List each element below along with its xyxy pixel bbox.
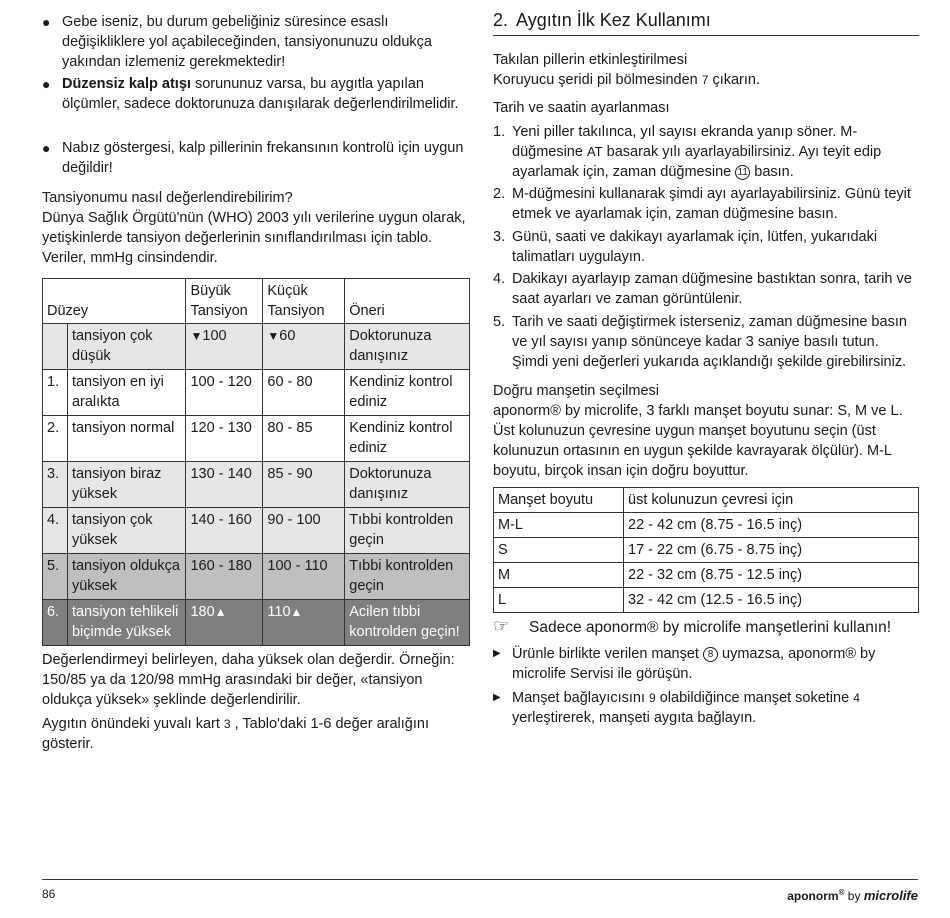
batteries-text-a: Koruyucu şeridi pil bölmesinden bbox=[493, 72, 702, 88]
batteries-text-b: çıkarın. bbox=[708, 72, 761, 88]
row-systolic: 160 - 180 bbox=[186, 554, 263, 600]
page-number: 86 bbox=[42, 887, 56, 901]
tip-text bbox=[512, 644, 919, 684]
tip-text-c: yerleştirerek, manşeti aygıta bağlayın. bbox=[512, 710, 757, 726]
down-arrow-icon: ▼ bbox=[190, 329, 203, 343]
row-diastolic: 90 - 100 bbox=[263, 508, 345, 554]
step-number: 5. bbox=[493, 314, 506, 330]
cuff-size: M bbox=[494, 563, 624, 588]
row-level: tansiyon tehlikeli biçimde yüksek bbox=[67, 600, 186, 646]
row-level: tansiyon normal bbox=[67, 416, 186, 462]
table-row bbox=[43, 416, 470, 462]
batteries-text bbox=[493, 70, 919, 90]
row-systolic: 140 - 160 bbox=[186, 508, 263, 554]
table-row bbox=[494, 538, 919, 563]
bullet-dot: ● bbox=[42, 14, 51, 30]
cuff-note bbox=[493, 616, 919, 638]
row-diastolic bbox=[263, 324, 345, 370]
row-advice: Tıbbi kontrolden geçin bbox=[345, 508, 470, 554]
cuff-size: S bbox=[494, 538, 624, 563]
row-systolic: 120 - 130 bbox=[186, 416, 263, 462]
row-systolic: 130 - 140 bbox=[186, 462, 263, 508]
row-diastolic bbox=[263, 600, 345, 646]
socket-ref: 4 bbox=[853, 691, 860, 705]
bullet-dot: ● bbox=[42, 140, 51, 156]
row-advice: Tıbbi kontrolden geçin bbox=[345, 554, 470, 600]
table-row bbox=[494, 563, 919, 588]
bullet-item-pulse bbox=[42, 138, 470, 178]
bullet-item-pregnancy bbox=[42, 12, 470, 72]
row-diastolic-value: 110 bbox=[267, 604, 291, 620]
brand-reg: ® bbox=[838, 888, 845, 897]
row-advice: Doktorunuza danışınız bbox=[345, 462, 470, 508]
step-number: 2. bbox=[493, 186, 506, 202]
step-item bbox=[493, 269, 919, 309]
bullet-text bbox=[62, 74, 470, 114]
header-systolic: Büyük Tansiyon bbox=[186, 279, 263, 324]
card-note-text: Aygıtın önündeki yuvalı kart bbox=[42, 716, 224, 732]
header-level: Düzey bbox=[43, 279, 186, 324]
section-body: Dünya Sağlık Örgütü'nün (WHO) 2003 yılı verilerine uygun olarak, yetişkinlerde tansiyon değerlerinin sınıflandırılması için tablo. Veriler, mmHg cinsindendir. bbox=[42, 210, 466, 266]
table-header-row bbox=[43, 279, 470, 324]
step-text: M-düğmesini kullanarak şimdi ayı ayarlayabilirsiniz. Günü teyit etmek ve ayarlamak için, zaman düğmesine basın. bbox=[512, 186, 911, 222]
batteries-ref: 7 bbox=[701, 73, 709, 87]
table-row bbox=[43, 554, 470, 600]
card-note-text-rest: , Tablo'daki 1-6 değer aralığını gösterir. bbox=[42, 716, 429, 752]
table-row bbox=[43, 462, 470, 508]
row-level: tansiyon çok düşük bbox=[67, 324, 186, 370]
table-row bbox=[43, 600, 470, 646]
up-arrow-icon: ▲ bbox=[290, 605, 303, 619]
row-num: 3. bbox=[43, 462, 68, 508]
up-arrow-icon: ▲ bbox=[214, 605, 227, 619]
tip-text-a: Ürünle birlikte verilen manşet bbox=[512, 646, 703, 662]
header-arm-circumference: üst kolunuzun çevresi için bbox=[624, 488, 919, 513]
bullet-dot: ● bbox=[42, 76, 51, 92]
tip-text-b: olabildiğince manşet soketine bbox=[655, 690, 854, 706]
card-ref: 3 bbox=[223, 717, 231, 731]
cuff-note-text: Sadece aponorm® by microlife manşetlerini kullanın! bbox=[529, 619, 892, 636]
step-text-c: basın. bbox=[750, 164, 794, 180]
table-header-row bbox=[494, 488, 919, 513]
step-text-b: basarak yılı ayarlayabilirsiniz. Ayı teyit edip ayarlamak için, zaman düğmesine bbox=[512, 144, 882, 180]
header-cuff-size: Manşet boyutu bbox=[494, 488, 624, 513]
step-text: Dakikayı ayarlayıp zaman düğmesine bastıktan sonra, tarih ve saat ayarları ve zaman görüntülenir. bbox=[512, 271, 912, 307]
connector-ref: 9 bbox=[649, 691, 656, 705]
evaluation-note: Değerlendirmeyi belirleyen, daha yüksek olan değerdir. Örneğin: 150/85 ya da 120/98 mmHg arasındaki bir değer, «tansiyon oldukça yüksek» şeklinde değerlendirilir. bbox=[42, 652, 455, 708]
batteries-title: Takılan pillerin etkinleştirilmesi bbox=[493, 52, 688, 68]
pointing-hand-icon: ☞ bbox=[493, 616, 510, 636]
brand-by: by bbox=[844, 889, 864, 903]
bold-term: Düzensiz kalp atışı bbox=[62, 76, 191, 92]
cuff-range: 32 - 42 cm (12.5 - 16.5 inç) bbox=[624, 588, 919, 613]
header-diastolic: Küçük Tansiyon bbox=[263, 279, 345, 324]
row-advice: Kendiniz kontrol ediniz bbox=[345, 416, 470, 462]
row-level: tansiyon en iyi aralıkta bbox=[67, 370, 186, 416]
step-number: 1. bbox=[493, 124, 506, 140]
table-row bbox=[43, 370, 470, 416]
triangle-right-icon: ▶ bbox=[493, 648, 501, 659]
bullet-text: Gebe iseniz, bu durum gebeliğiniz süresince esaslı değişikliklere yol açabileceğinden, tansiyonunuzu oldukça yakından izlemeniz gerekmektedir! bbox=[62, 14, 432, 70]
row-diastolic: 85 - 90 bbox=[263, 462, 345, 508]
header-advice: Öneri bbox=[345, 279, 470, 324]
tip-text-b: uymazsa, aponorm® by microlife Servisi ile görüşün. bbox=[512, 646, 876, 682]
row-systolic: 100 - 120 bbox=[186, 370, 263, 416]
section-heading: Aygıtın İlk Kez Kullanımı bbox=[516, 10, 711, 30]
step-ref: AT bbox=[586, 144, 603, 159]
row-advice: Doktorunuza danışınız bbox=[345, 324, 470, 370]
tip-text-a: Manşet bağlayıcısını bbox=[512, 690, 650, 706]
row-diastolic: 60 - 80 bbox=[263, 370, 345, 416]
step-text: Tarih ve saati değiştirmek isterseniz, zaman düğmesine basın ve yıl sayısı yanıp sönünceye kadar 3 saniye basılı tutun. Şimdi yeni değerleri yukarıda açıklandığı şekilde girebilirsiniz. bbox=[512, 314, 907, 370]
down-arrow-icon: ▼ bbox=[267, 329, 280, 343]
row-systolic bbox=[186, 324, 263, 370]
step-number: 4. bbox=[493, 271, 506, 287]
brand-microlife: microlife bbox=[863, 888, 918, 903]
row-diastolic: 100 - 110 bbox=[263, 554, 345, 600]
table-row bbox=[494, 513, 919, 538]
step-item bbox=[493, 227, 919, 267]
tip-item bbox=[493, 688, 919, 728]
cuff-text: aponorm® by microlife, 3 farklı manşet boyutu sunar: S, M ve L. Üst kolunuzun çevresine uygun manşet boyutunu seçin (üst kolunuzun ortasının en uygun şekilde kavrayarak ölçülür). M-L boyutu, birçok insan için doğru boyuttur. bbox=[493, 403, 903, 479]
row-num: 2. bbox=[43, 416, 68, 462]
table-row bbox=[43, 324, 470, 370]
row-systolic bbox=[186, 600, 263, 646]
row-advice: Kendiniz kontrol ediniz bbox=[345, 370, 470, 416]
step-item bbox=[493, 312, 919, 372]
page-title bbox=[493, 8, 919, 36]
brand-logo bbox=[787, 883, 918, 906]
row-systolic-value: 180 bbox=[190, 604, 215, 620]
row-advice: Acilen tıbbi kontrolden geçin! bbox=[345, 600, 470, 646]
row-num: 6. bbox=[43, 600, 68, 646]
bullet-text-rest: sorununuz varsa, bu aygıtla yapılan ölçümler, sadece doktorunuza danışılarak değerlendirilmelidir. bbox=[62, 76, 459, 112]
row-num: 1. bbox=[43, 370, 68, 416]
step-text-a: Yeni piller takılınca, yıl sayısı ekranda yanıp söner. M-düğmesine bbox=[512, 124, 858, 160]
card-note bbox=[42, 714, 470, 754]
cuff-size: M-L bbox=[494, 513, 624, 538]
cuff-title: Doğru manşetin seçilmesi bbox=[493, 383, 660, 399]
step-text: Günü, saati ve dakikayı ayarlamak için, lütfen, yukarıdaki talimatları uygulayın. bbox=[512, 229, 878, 265]
cuff-size-table bbox=[493, 487, 919, 613]
row-level: tansiyon biraz yüksek bbox=[67, 462, 186, 508]
row-num: 4. bbox=[43, 508, 68, 554]
row-num bbox=[43, 324, 68, 370]
row-diastolic-value: 60 bbox=[279, 328, 296, 344]
bullet-item-arrhythmia bbox=[42, 74, 470, 114]
triangle-right-icon: ▶ bbox=[493, 692, 501, 703]
datetime-title: Tarih ve saatin ayarlanması bbox=[493, 100, 670, 116]
tip-item bbox=[493, 644, 919, 684]
time-button-ref: 11 bbox=[735, 165, 750, 180]
footer-divider bbox=[42, 879, 918, 880]
cuff-range: 17 - 22 cm (6.75 - 8.75 inç) bbox=[624, 538, 919, 563]
step-item bbox=[493, 184, 919, 224]
row-systolic-value: 100 bbox=[202, 328, 227, 344]
section-number: 2. bbox=[493, 10, 509, 30]
step-number: 3. bbox=[493, 229, 506, 245]
table-row bbox=[494, 588, 919, 613]
cuff-range: 22 - 42 cm (8.75 - 16.5 inç) bbox=[624, 513, 919, 538]
row-level: tansiyon çok yüksek bbox=[67, 508, 186, 554]
row-level: tansiyon oldukça yüksek bbox=[67, 554, 186, 600]
blood-pressure-table bbox=[42, 278, 470, 646]
cuff-size: L bbox=[494, 588, 624, 613]
step-item bbox=[493, 122, 919, 182]
bullet-text: Nabız göstergesi, kalp pillerinin frekansının kontrolü için uygun değildir! bbox=[62, 140, 464, 176]
section-title: Tansiyonumu nasıl değerlendirebilirim? bbox=[42, 190, 293, 206]
brand-name: aponorm bbox=[787, 889, 839, 903]
row-diastolic: 80 - 85 bbox=[263, 416, 345, 462]
cuff-range: 22 - 32 cm (8.75 - 12.5 inç) bbox=[624, 563, 919, 588]
tip-text bbox=[512, 688, 919, 728]
row-num: 5. bbox=[43, 554, 68, 600]
table-row bbox=[43, 508, 470, 554]
cuff-ref: 8 bbox=[703, 647, 718, 662]
step-text bbox=[512, 122, 919, 182]
